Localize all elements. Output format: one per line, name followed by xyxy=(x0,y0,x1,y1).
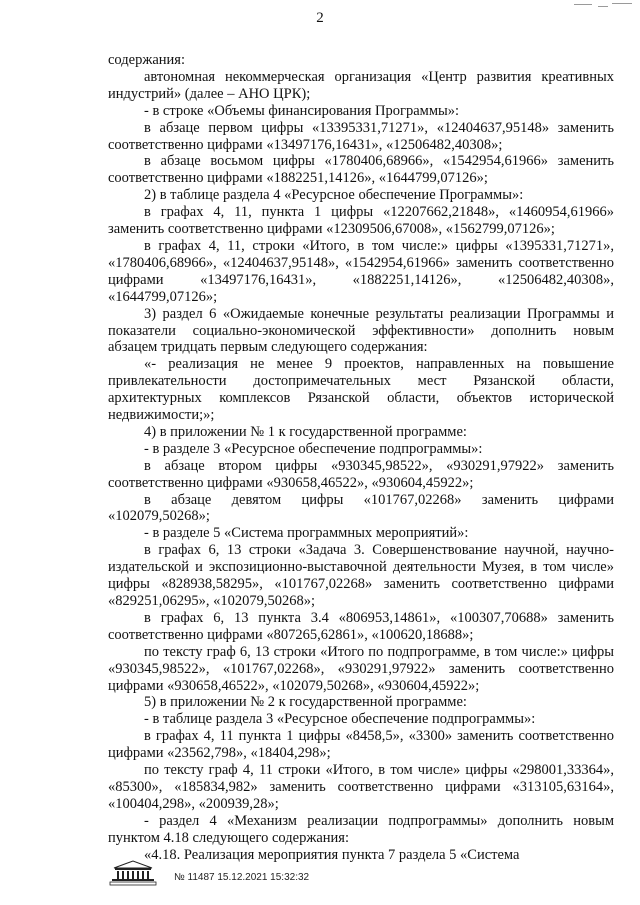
paragraph: в абзаце втором цифры «930345,98522», «930291,97922» заменить соответственно цифрами «930658,46522», «930604,45922»; xyxy=(108,457,614,491)
scan-artifact xyxy=(574,2,634,10)
paragraph: 3) раздел 6 «Ожидаемые конечные результаты реализации Программы и показатели социально-экономической эффективности» дополнить новым абзацем тридцать первым следующего содержания: xyxy=(108,305,614,356)
document-footer xyxy=(108,858,408,888)
page-number: 2 xyxy=(316,10,324,26)
paragraph: - в строке «Объемы финансирования Программы»: xyxy=(144,102,460,119)
government-building-seal-icon xyxy=(108,858,158,886)
paragraph: автономная некоммерческая организация «Центр развития креативных индустрий» (далее – АНО ЦРК); xyxy=(108,68,614,102)
paragraph: в графах 6, 13 пункта 3.4 «806953,14861», «100307,70688» заменить соответственно цифрами «807265,62861», «100620,18688»; xyxy=(108,609,614,643)
paragraph: в графах 4, 11 пункта 1 цифры «8458,5», «3300» заменить соответственно цифрами «23562,798», «18404,298»; xyxy=(108,728,614,762)
paragraph: «4.18. Реализация мероприятия пункта 7 раздела 5 «Система xyxy=(144,846,520,863)
paragraph: в абзаце восьмом цифры «1780406,68966», «1542954,61966» заменить соответственно цифрами «1882251,14126», «1644799,07126»; xyxy=(108,153,614,187)
paragraph: в графах 4, 11, строки «Итого, в том числе:» цифры «1395331,71271», «1780406,68966», «12404637,95148», «1542954,61966» заменить соответственно цифрами «13497176,16431», «1882251,14126», «12506482,40308», «1644799,07126»; xyxy=(108,237,614,305)
paragraph: в графах 4, 11, пункта 1 цифры «12207662,21848», «1460954,61966» заменить соответственно цифрами «12309506,67008», «1562799,07126»; xyxy=(108,204,614,238)
paragraph: «- реализация не менее 9 проектов, направленных на повышение привлекательности достопримечательных мест Рязанской области, архитектурных комплексов Рязанской области, объектов исторической недвижимости;»; xyxy=(108,356,614,424)
registration-stamp: № 11487 15.12.2021 15:32:32 xyxy=(174,872,310,883)
paragraph: в абзаце первом цифры «13395331,71271», «12404637,95148» заменить соответственно цифрами «13497176,16431», «12506482,40308»; xyxy=(108,119,614,153)
paragraph: по тексту граф 4, 11 строки «Итого, в том числе» цифры «298001,33364», «85300», «185834,982» заменить соответственно цифрами «313105,63164», «100404,298», «200939,28»; xyxy=(108,762,614,812)
document-body xyxy=(108,52,614,864)
paragraph: в графах 6, 13 строки «Задача 3. Совершенствование научной, научно-издательской и экспозиционно-выставочной деятельности Музея, в том числе» цифры «828938,58295», «101767,02268» заменить соответственно цифрами «829251,06295», «102079,50268»; xyxy=(108,542,614,609)
paragraph: - в таблице раздела 3 «Ресурсное обеспечение подпрограммы»: xyxy=(144,711,536,728)
paragraph: - в разделе 5 «Система программных мероприятий»: xyxy=(144,525,469,542)
paragraph: содержания: xyxy=(108,52,186,68)
paragraph: 5) в приложении № 2 к государственной программе: xyxy=(144,694,467,711)
paragraph: - раздел 4 «Механизм реализации подпрограммы» дополнить новым пунктом 4.18 следующего содержания: xyxy=(108,812,614,846)
paragraph: 4) в приложении № 1 к государственной программе: xyxy=(144,423,467,440)
paragraph: по тексту граф 6, 13 строки «Итого по подпрограмме, в том числе:» цифры «930345,98522», «101767,02268», «930291,97922» заменить соответственно цифрами «930658,46522», «102079,50268», «930604,45922»; xyxy=(108,643,614,694)
paragraph: 2) в таблице раздела 4 «Ресурсное обеспечение Программы»: xyxy=(144,187,524,204)
paragraph: в абзаце девятом цифры «101767,02268» заменить цифрами «102079,50268»; xyxy=(108,491,614,525)
paragraph: - в разделе 3 «Ресурсное обеспечение подпрограммы»: xyxy=(144,440,483,457)
